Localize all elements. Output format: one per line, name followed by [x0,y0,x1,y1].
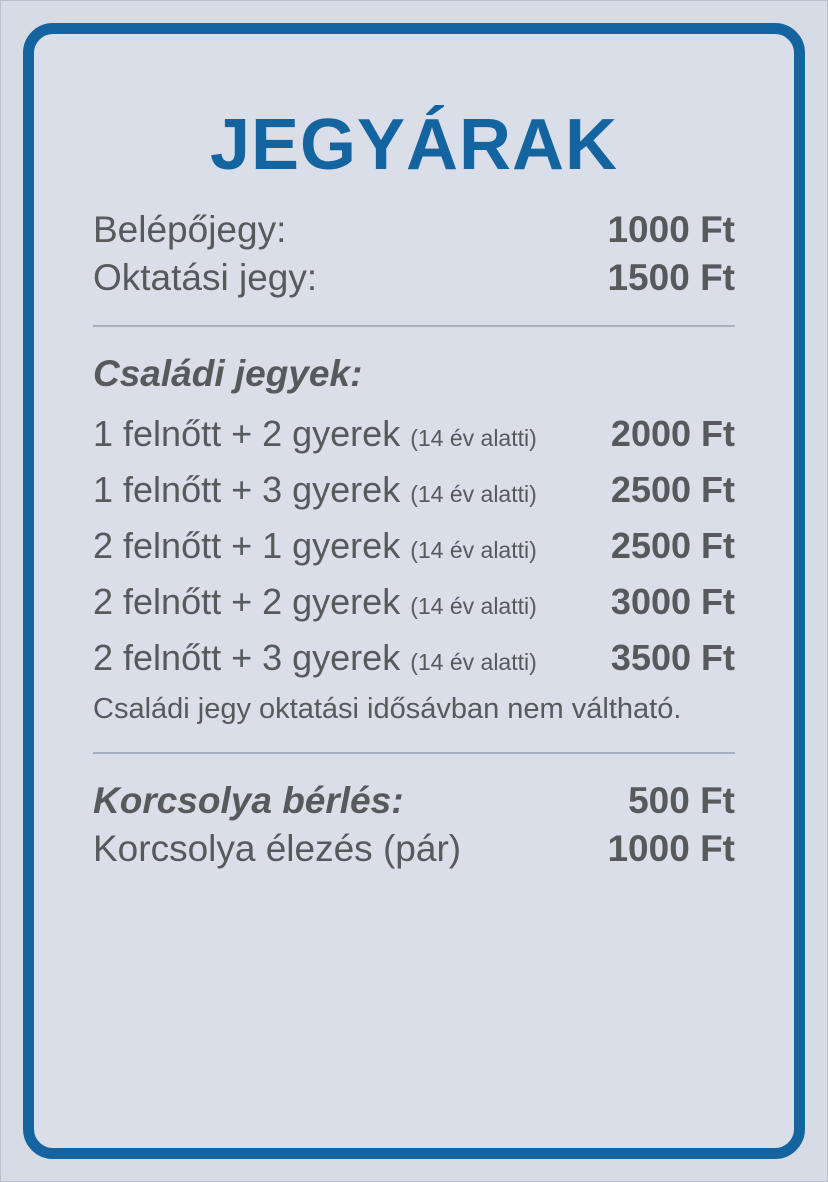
age-note: (14 év alatti) [410,537,537,564]
family-combo-text: 1 felnőtt + 2 gyerek [93,413,401,455]
family-combo-text: 2 felnőtt + 3 gyerek [93,637,401,679]
family-ticket-list [89,413,739,679]
sharpening-price: 1000 Ft [607,828,735,870]
family-ticket-label [93,637,537,679]
poster-content [89,70,739,1128]
family-combo-text: 1 felnőtt + 3 gyerek [93,469,401,511]
divider-bottom [93,752,735,754]
divider-top [93,325,735,327]
age-note: (14 év alatti) [410,649,537,676]
family-ticket-label [93,581,537,623]
age-note: (14 év alatti) [410,593,537,620]
family-combo-text: 2 felnőtt + 1 gyerek [93,525,401,567]
family-ticket-price: 2000 Ft [610,413,735,455]
list-item [93,637,735,679]
family-section-heading: Családi jegyek: [93,353,363,395]
list-item [93,525,735,567]
list-item [93,413,735,455]
age-note: (14 év alatti) [410,425,537,452]
basic-ticket-list [89,209,739,299]
family-ticket-price: 2500 Ft [610,469,735,511]
ticket-label: Belépőjegy: [93,209,287,251]
family-combo-text: 2 felnőtt + 2 gyerek [93,581,401,623]
rental-section-heading: Korcsolya bérlés: [93,780,404,822]
family-ticket-price: 3000 Ft [610,581,735,623]
age-note: (14 év alatti) [410,481,537,508]
ticket-price: 1500 Ft [607,257,735,299]
list-item [93,828,735,870]
ticket-price: 1000 Ft [607,209,735,251]
family-ticket-label [93,525,537,567]
family-ticket-label [93,413,537,455]
page-title: JEGYÁRAK [209,105,619,185]
rental-price: 500 Ft [628,780,735,822]
ticket-label: Oktatási jegy: [93,257,318,299]
list-item [93,257,735,299]
poster-frame [23,23,805,1159]
family-ticket-price: 2500 Ft [610,525,735,567]
list-item [93,209,735,251]
list-item [93,469,735,511]
rental-heading-row [93,780,735,822]
family-footnote: Családi jegy oktatási idősávban nem váltható. [93,693,682,726]
list-item [93,581,735,623]
sharpening-label: Korcsolya élezés (pár) [93,828,462,870]
family-ticket-price: 3500 Ft [610,637,735,679]
family-ticket-label [93,469,537,511]
